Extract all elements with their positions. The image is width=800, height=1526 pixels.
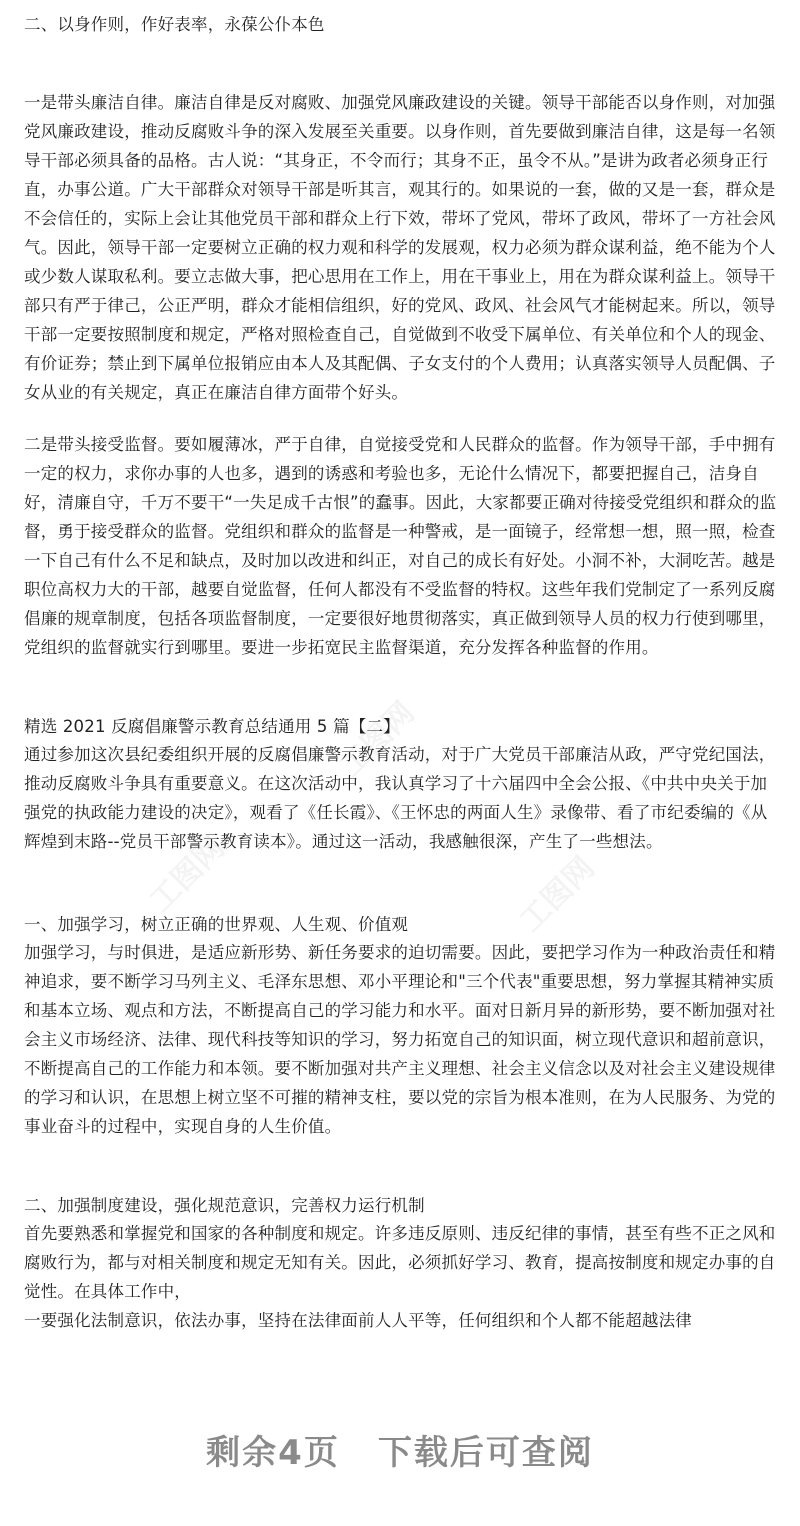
watermark: 工图网 bbox=[513, 850, 602, 939]
download-to-view-label: 下载后可查阅 bbox=[377, 1433, 594, 1473]
paragraph-self-discipline: 一是带头廉洁自律。廉洁自律是反对腐败、加强党风廉政建设的关键。领导干部能否以身作则，对加强党风廉政建设，推动反腐败斗争的深入发展至关重要。以身作则，首先要做到廉洁自律，这是每一名领导干部必须具备的品格。古人说：“其身正，不令而行；其身不正，虽令不从。”是讲为政者必须身正行直，办事公道。广大干部群众对领导干部是听其言，观其行的。如果说的一套，做的又是一套，群众是不会信任的，实际上会让其他党员干部和群众上行下效，带坏了党风，带坏了政风，带坏了一方社会风气。因此，领导干部一定要树立正确的权力观和科学的发展观，权力必须为群众谋利益，绝不能为个人或少数人谋取私利。要立志做大事，把心思用在工作上，用在干事业上，用在为群众谋利益上。领导干部只有严于律己，公正严明，群众才能相信组织，好的党风、政风、社会风气才能树起来。所以，领导干部一定要按照制度和规定，严格对照检查自己，自觉做到不收受下属单位、有关单位和个人的现金、有价证券；禁止到下属单位报销应由本人及其配偶、子女支付的个人费用；认真落实领导人员配偶、子女从业的有关规定，真正在廉洁自律方面带个好头。 bbox=[24, 93, 776, 402]
subheading-system-building: 二、加强制度建设，强化规范意识，完善权力运行机制 bbox=[24, 1196, 425, 1215]
paragraph-intro: 通过参加这次县纪委组织开展的反腐倡廉警示教育活动，对于广大党员干部廉洁从政，严守党纪国法，推动反腐败斗争具有重要意义。在这次活动中，我认真学习了十六届四中全会公报、《中共中央关于加强党的执政能力建设的决定》，观看了《任长霞》、《王怀忠的两面人生》录像带、看了市纪委编的《从辉煌到末路--党员干部警示教育读本》。通过这一活动，我感触很深，产生了一些想法。 bbox=[24, 745, 776, 851]
paragraph-study: 加强学习，与时俱进，是适应新形势、新任务要求的迫切需要。因此，要把学习作为一种政治责任和精神追求，要不断学习马列主义、毛泽东思想、邓小平理论和"三个代表"重要思想，努力掌握其精神实质和基本立场、观点和方法，不断提高自己的学习能力和水平。面对日新月异的新形势，要不断加强对社会主义市场经济、法律、现代科技等知识的学习，努力拓宽自己的知识面，树立现代意识和超前意识，不断提高自己的工作能力和本领。要不断加强对共产主义理想、社会主义信念以及对社会主义建设规律的学习和认识，在思想上树立坚不可摧的精神支柱，要以党的宗旨为根本准则，在为人民服务、为党的事业奋斗的过程中，实现自身的人生价值。 bbox=[24, 943, 776, 1136]
paragraph-accept-supervision: 二是带头接受监督。要如履薄冰，严于自律，自觉接受党和人民群众的监督。作为领导干部，手中拥有一定的权力，求你办事的人也多，遇到的诱惑和考验也多，无论什么情况下，都要把握自己，洁身自好，清廉自守，千万不要干“一失足成千古恨”的蠢事。因此，大家都要正确对待接受党组织和群众的监督，勇于接受群众的监督。党组织和群众的监督是一种警戒，是一面镜子，经常想一想，照一照，检查一下自己有什么不足和缺点，及时加以改进和纠正，对自己的成长有好处。小洞不补，大洞吃苦。越是职位高权力大的干部，越要自觉监督，任何人都没有不受监督的特权。这些年我们党制定了一系列反腐倡廉的规章制度，包括各项监督制度，一定要很好地贯彻落实，真正做到领导人员的权力行使到哪里，党组织的监督就实行到哪里。要进一步拓宽民主监督渠道，充分发挥各种监督的作用。 bbox=[24, 435, 777, 657]
watermark: 工图网 bbox=[333, 695, 422, 784]
remaining-pages-label: 剩余4页 bbox=[206, 1433, 340, 1473]
article-title: 精选 2021 反腐倡廉警示教育总结通用 5 篇【二】 bbox=[24, 717, 400, 736]
section-heading: 二、以身作则，作好表率，永葆公仆本色 bbox=[24, 15, 325, 34]
download-banner[interactable] bbox=[0, 1425, 800, 1474]
paragraph-rule-of-law: 一要强化法制意识，依法办事，坚持在法律面前人人平等，任何组织和个人都不能超越法律 bbox=[24, 1311, 692, 1330]
subheading-study: 一、加强学习，树立正确的世界观、人生观、价值观 bbox=[24, 915, 409, 934]
paragraph-system-building: 首先要熟悉和掌握党和国家的各种制度和规定。许多违反原则、违反纪律的事情，甚至有些不正之风和腐败行为，都与对相关制度和规定无知有关。因此，必须抓好学习、教育，提高按制度和规定办事的自觉性。在具体工作中， bbox=[24, 1224, 776, 1301]
watermark: 工图网 bbox=[143, 830, 232, 919]
